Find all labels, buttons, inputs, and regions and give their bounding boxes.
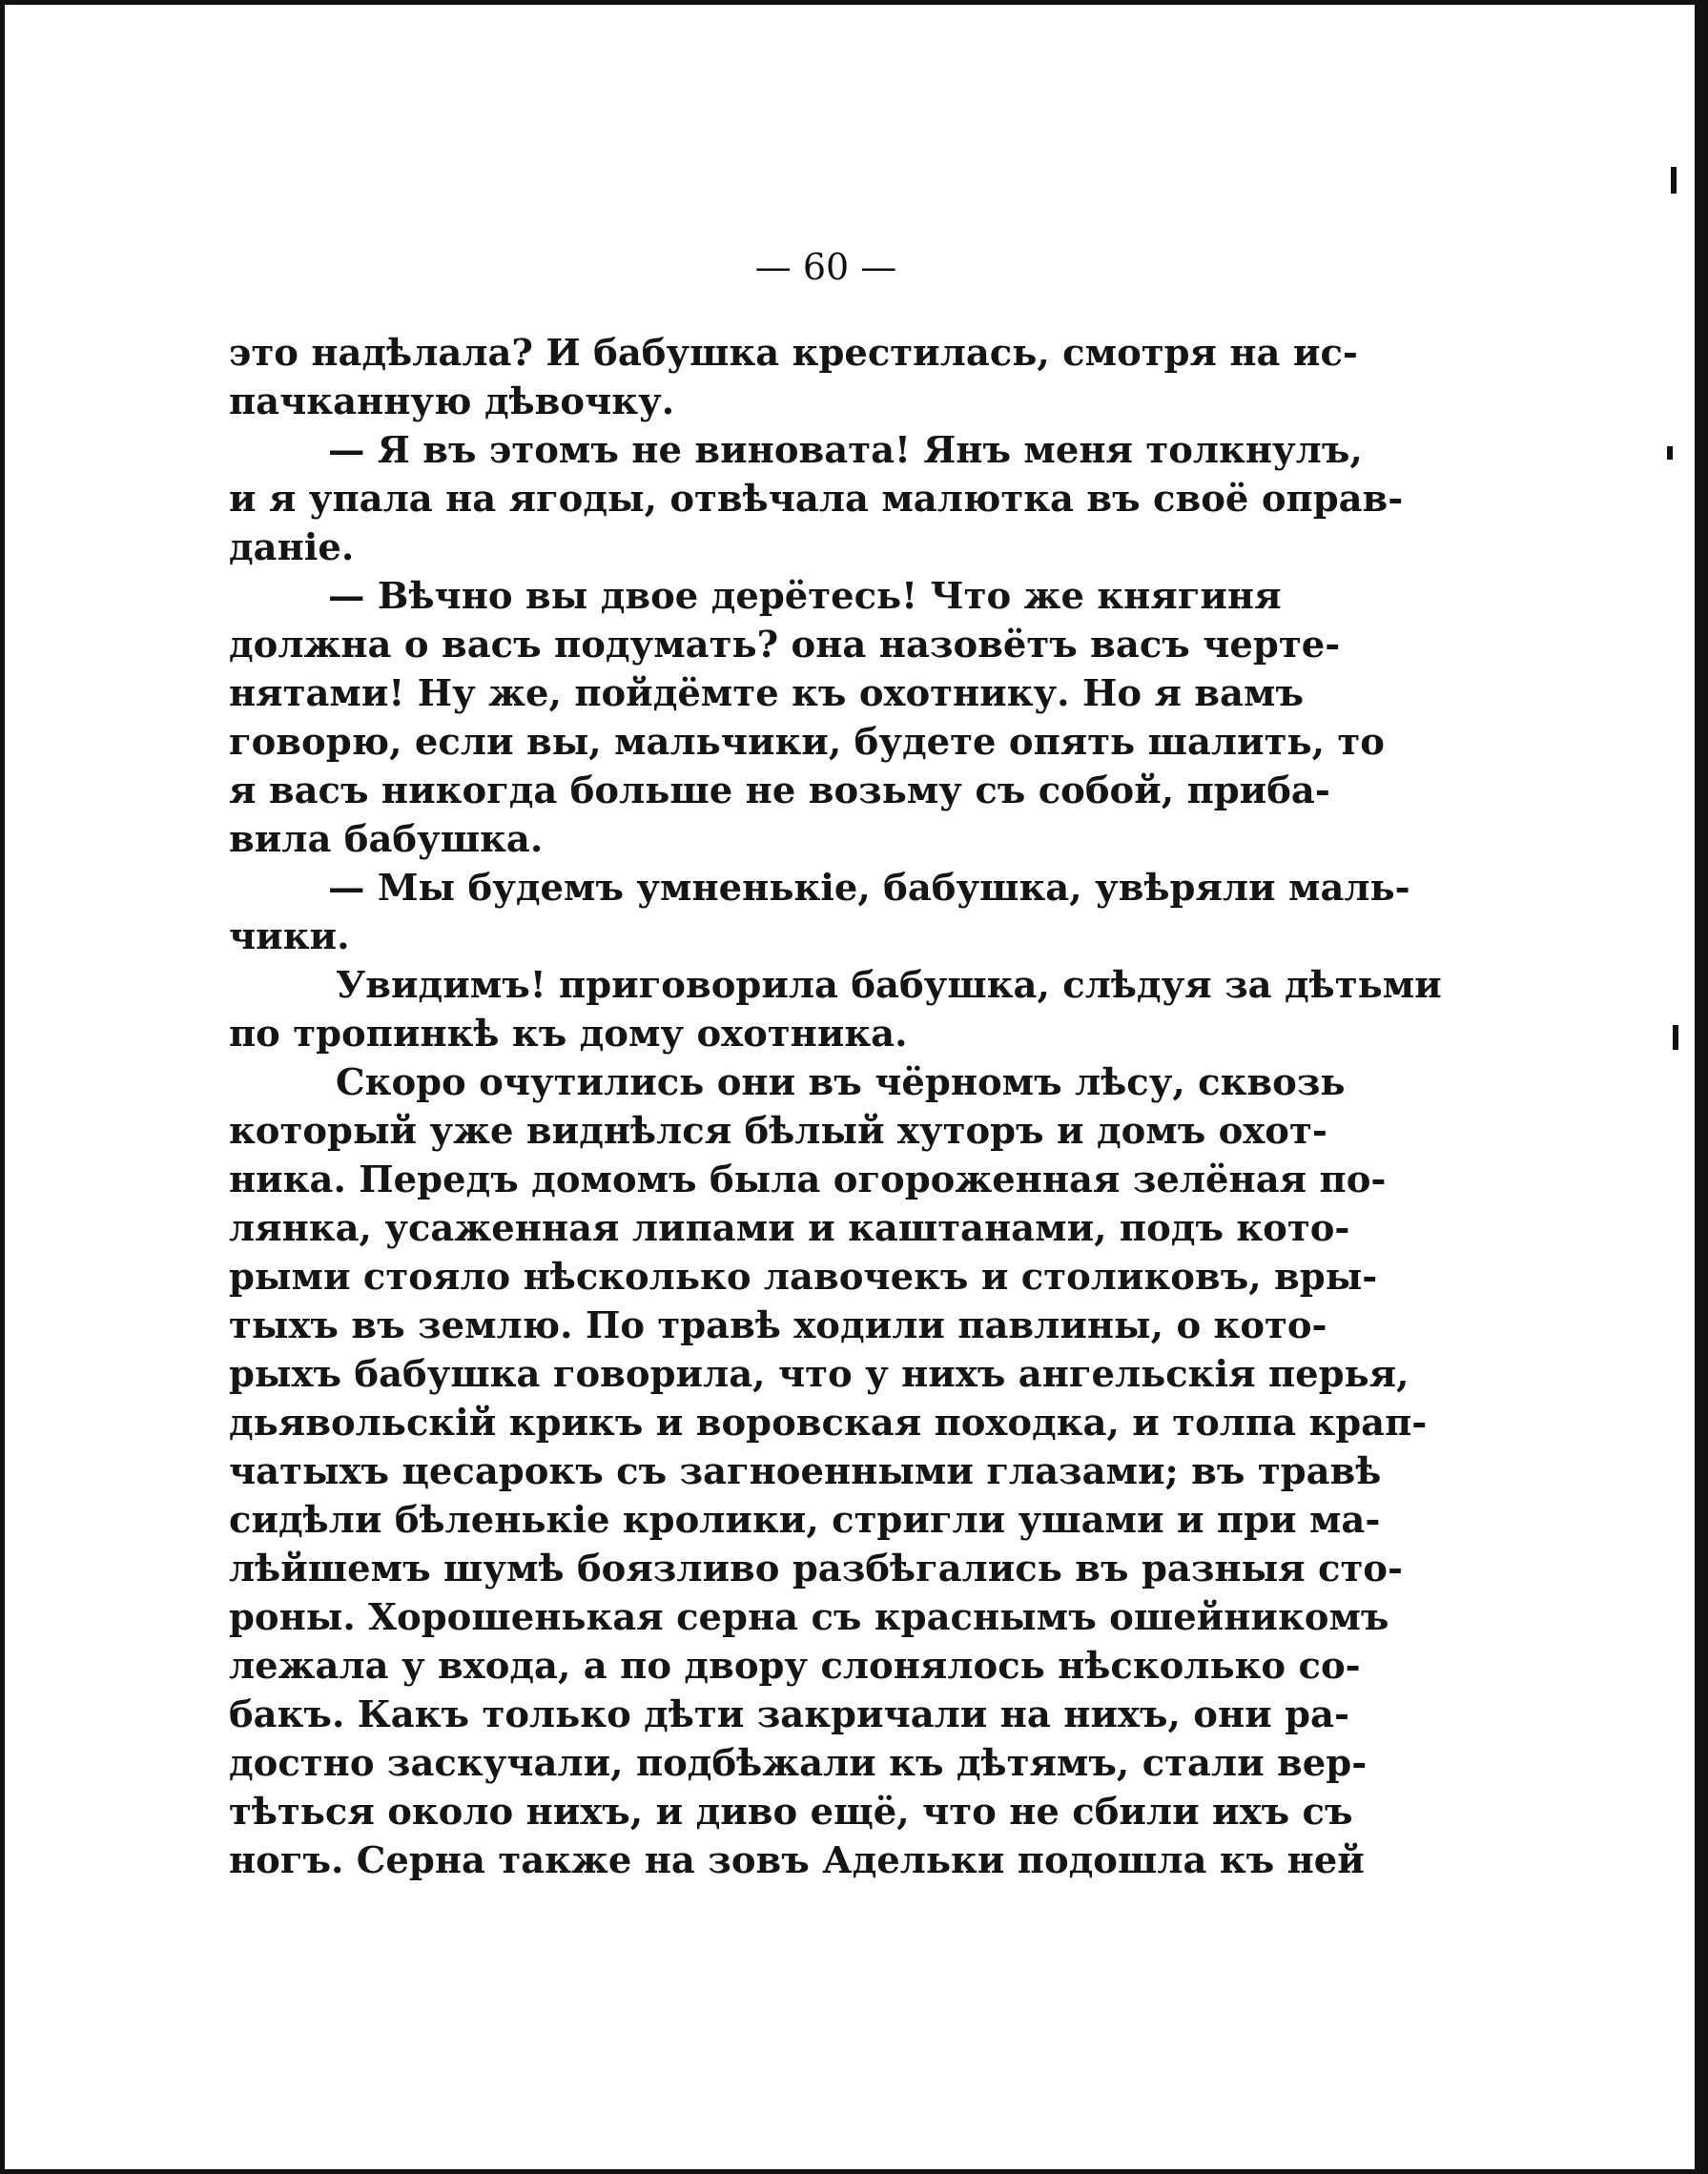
- text-line: сидѣли бѣленькіе кролики, стригли ушами и при ма-: [229, 1499, 1381, 1542]
- text-line: лянка, усаженная липами и каштанами, подъ кото-: [229, 1207, 1350, 1250]
- text-line: роны. Хорошенькая серна съ краснымъ ошейникомъ: [229, 1596, 1389, 1639]
- scan-edge-mark: [1667, 446, 1673, 460]
- text-line: по тропинкѣ къ дому охотника.: [229, 1013, 908, 1056]
- text-line: Скоро очутились они въ чёрномъ лѣсу, сквозь: [336, 1061, 1346, 1104]
- text-line: и я упала на ягоды, отвѣчала малютка въ своё оправ-: [229, 478, 1404, 521]
- text-line: — Вѣчно вы двое дерётесь! Что же княгиня: [328, 575, 1282, 618]
- body-text: [229, 329, 1442, 1885]
- text-line: я васъ никогда больше не возьму съ собой, приба-: [229, 769, 1330, 812]
- text-line: тѣться около нихъ, и диво ещё, что не сбили ихъ съ: [229, 1791, 1353, 1834]
- text-line: чики.: [229, 915, 350, 958]
- page-number: — 60 —: [754, 246, 897, 288]
- text-line: говорю, если вы, мальчики, будете опять шалить, то: [229, 721, 1385, 764]
- text-line: дьявольскій крикъ и воровская походка, и толпа крап-: [229, 1402, 1428, 1445]
- text-line: Увидимъ! приговорила бабушка, слѣдуя за дѣтьми: [336, 964, 1442, 1007]
- text-line: должна о васъ подумать? она назовётъ васъ черте-: [229, 624, 1341, 667]
- text-line: тыхъ въ землю. По травѣ ходили павлины, о кото-: [229, 1304, 1327, 1347]
- text-line: — Я въ этомъ не виновата! Янъ меня толкнулъ,: [328, 429, 1363, 472]
- text-line: пачканную дѣвочку.: [229, 380, 675, 423]
- text-line: бакъ. Какъ только дѣти закричали на нихъ, они ра-: [229, 1693, 1349, 1736]
- text-line: лѣйшемъ шумѣ боязливо разбѣгались въ разныя сто-: [229, 1548, 1403, 1590]
- text-line: — Мы будемъ умненькіе, бабушка, увѣряли маль-: [328, 867, 1410, 910]
- text-line: нятами! Ну же, пойдёмте къ охотнику. Но я вамъ: [229, 672, 1304, 715]
- text-line: ногъ. Серна также на зовъ Адельки подошла къ ней: [229, 1839, 1365, 1882]
- text-line: вила бабушка.: [229, 818, 544, 861]
- text-line: это надѣлала? И бабушка крестилась, смотря на ис-: [229, 332, 1358, 375]
- text-line: ника. Передъ домомъ была огороженная зелёная по-: [229, 1159, 1387, 1201]
- text-line: чатыхъ цесарокъ съ загноенными глазами; въ травѣ: [229, 1450, 1382, 1493]
- text-line: даніе.: [229, 526, 355, 569]
- text-line: лежала у входа, а по двору слонялось нѣсколько со-: [229, 1645, 1361, 1688]
- text-line: достно заскучали, подбѣжали къ дѣтямъ, стали вер-: [229, 1742, 1368, 1785]
- scan-edge-mark: [1673, 1025, 1678, 1050]
- text-line: рыми стояло нѣсколько лавочекъ и столиковъ, вры-: [229, 1256, 1378, 1299]
- text-line: который уже виднѣлся бѣлый хуторъ и домъ охот-: [229, 1110, 1327, 1153]
- scan-edge-mark: [1671, 167, 1677, 194]
- text-line: рыхъ бабушка говорила, что у нихъ ангельскія перья,: [229, 1353, 1410, 1396]
